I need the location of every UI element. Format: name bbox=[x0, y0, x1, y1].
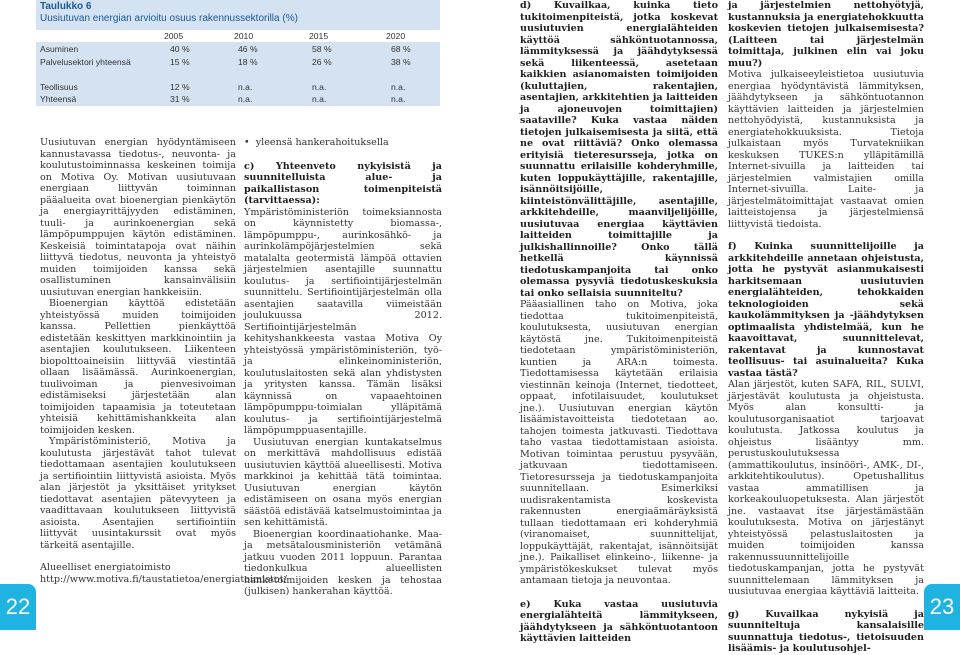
table-cell: 58 % bbox=[312, 44, 332, 54]
table-title: Uusiutuvan energian arvioitu osuus rakennussektorilla (%) bbox=[40, 13, 298, 24]
paragraph: Uusiutuvan energian kuntakatselmus on merkittävä mahdollisuus edistää uusiutuvien käyttöä alueellisesti. Motiva markkinoi ja kehittää tätä toimintaa. Uusiutuvan energian käytön edistämiseen on osana myös energian säästöä edistävää katselmustoimintaa ja sen kehittämistä. bbox=[244, 436, 442, 528]
bullet-item bbox=[244, 137, 442, 149]
table-cell: Palvelusektori yhteensä bbox=[40, 57, 131, 67]
table-cell: 46 % bbox=[238, 44, 258, 54]
text-column-1 bbox=[40, 137, 287, 585]
question-heading: c) Yhteenveto nykyisistä ja suunnitelluista alue- ja paikallistason toimenpiteistä (tarvittaessa): bbox=[244, 160, 442, 206]
paragraph: Ympäristöministeriön toimeksiannosta on käynnistetty biomassa-, lämpöpumppu-, aurinkosähkö- ja aurinkolämpöjärjestelmien sekä matalalta geotermistä lämpöä ottavien järjestelmien asentajille suunnattu koulutus- ja sertifiointijärjestelmän suunnittelu. Sertifiointijärjestelmän olla asentajien saatavilla viimeistään joulukuussa 2012. Sertifiointijärjestelmän kehityshankkeesta vastaa Motiva Oy yhteistyössä ympäristöministeriön, työ- ja elinkeinoministeriön, koulutuslaitosten sekä alan yhdistysten ja yritysten kanssa. Tämän lisäksi käynnissä on vapaaehtoinen lämpöpumppu-toimialan ylläpitämä koulutus- ja sertifiointijärjestelmä lämpöpumppuasentajille. bbox=[244, 206, 442, 436]
table-cell: Teollisuus bbox=[40, 82, 78, 92]
table-cell: n.a. bbox=[391, 82, 406, 92]
table-cell: Yhteensä bbox=[40, 94, 77, 104]
question-heading: e) Kuka vastaa uusiutuvia energialähteitä lämmitykseen, jäähdytykseen ja sähköntuotantoon käyttävien laitteiden bbox=[520, 598, 718, 644]
paragraph: Uusiutuvan energian hyödyntämiseen kannustavassa tiedotus-, neuvonta- ja koulutustoiminnassa keskeinen toimija on Motiva Oy. Motivan uusiutuvaan energiaan liittyvän toiminnan pääalueita ovat bioenergian pienkäytön ja energiayrittäjyyden edistäminen, tuuli- ja aurinkoenergian sekä lämpöpumppujen käytön edistäminen. Keskeisiä toimintatapoja ovat näihin liittyvä tiedotus, neuvonta ja yhteistyö muiden toimijoiden kanssa sekä osallistuminen kansainvälisiin uusiutuvan energian hankkeisiin. bbox=[40, 137, 236, 298]
table-header-row bbox=[36, 30, 440, 42]
table-cell: n.a. bbox=[312, 94, 327, 104]
paragraph: Bioenergian koordinaatiohanke. Maa- ja metsätalousministeriön vetämänä jatkuu vuoden 2011 loppuun. Parantaa tiedonkulkua alueellisten hanketoimijoiden kesken ja tehostaa (julkisen) hankerahan käyttöä. bbox=[244, 528, 442, 597]
paragraph: Motiva julkaiseeyleistietoa uusiutuvia energiaa hyödyntävistä lämmityksen, jäähdytykseen ja sähköntuotannon käyttävien laitteiden ja järjestelmien nettohyödyistä, kustannuksista ja energiatehokkuuksista. Tietoja julkaistaan myös Turvatekniikan keskuksen TUKES:n ylläpitämillä Internet-sivuilla ja laitteiden tai järjestelmien valmistajien omilla Internet-sivuilla. Laite- ja järjestelmätoimittajat vastaavat omien laitteistojensa ja järjestelmiensä liittyvistä tiedoista. bbox=[728, 69, 924, 230]
paragraph: Pääasiallinen taho on Motiva, joka tiedottaa tukitoimenpiteistä, koulutuksesta, uusiutuvan energian käytöstä jne. Tukitoimenpiteistä tiedotetaan ympäristöministeriön, kuntien ja ARA:n toimesta. Tiedottamisessa käytetään erilaisia viestinnän keinoja (Internet, tiedotteet, oppaat, infotilaisuudet, koulutukset jne.). Uusiutuvan energian käytön lisäämistavoitteista tiedotetaan ao. tahojen toimesta jatkuvasti. Tiedottava taho vastaa tiedottamistaan asioista. Motivan toimintaa perustuu pysyvään, jatkuvaan tiedottamiseen. Tietoresursseja ja tiedotuskampanjoita suunnitellaan. Esimerkiksi uudisrakentamista koskevista rakennusten energiaämäräyksistä tullaan tiedottamaan eri kohderyhmiä (viranomaiset, suunnittelijat, loppukäyttäjät, rakentajat, isännöitsijät jne.). Paikalliset elinkeino-, liikenne- ja ympäristökeskukset tulevat myös antamaan tietoja ja neuvontaa. bbox=[520, 299, 718, 586]
table-cell: n.a. bbox=[391, 94, 406, 104]
table-cell: 15 % bbox=[170, 57, 190, 67]
page-number-left: 22 bbox=[0, 584, 36, 630]
bullet-text: yleensä hankerahoituksella bbox=[255, 137, 389, 148]
table-cell: n.a. bbox=[312, 82, 327, 92]
table-cell: 26 % bbox=[312, 57, 332, 67]
table-cell: 18 % bbox=[238, 57, 258, 67]
table-cell: n.a. bbox=[238, 82, 253, 92]
table-cell: 40 % bbox=[170, 44, 190, 54]
link-text[interactable]: Alueelliset energiatoimisto http://www.motiva.fi/taustatietoa/energiatoimistot/ bbox=[40, 562, 287, 585]
table-cell: n.a. bbox=[238, 94, 253, 104]
table-cell: 38 % bbox=[391, 57, 411, 67]
table-6 bbox=[36, 0, 440, 106]
table-cell: 12 % bbox=[170, 82, 190, 92]
table-header-cell: 2015 bbox=[309, 31, 329, 41]
table-header-cell: 2005 bbox=[164, 31, 184, 41]
question-heading: f) Kuinka suunnittelijoille ja arkkitehdeille annetaan ohjeistusta, jotta he pystyvät asianmukaisesti harkitsemaan uusiutuvien energialähteiden, tehokkaiden teknologioiden sekä kaukolämmityksen ja -jäähdytyksen optimaalista yhdistelmää, kun he kaavoittavat, suunnittelevat, rakentavat ja kunnostavat teollisuus- tai asuinalueita? Kuka vastaa tästä? bbox=[728, 241, 924, 379]
paragraph: Alan järjestöt, kuten SAFA, RIL, SULVI, järjestävät koulutusta ja ohjeistusta. Myös alan konsultti- ja koulutusorganisaatiot tarjoavat koulutusta. Jatkossa koulutus ja ohjeistus lisääntyy mm. perustuskoulutuksessa (ammattikoulutus, insinööri-, AMK-, DI-, arkkitehtikoulutus). Opetushallitus vastaa ammatillisen ja korkeakouluopetuksesta. Alan järjestöt jne. vastaavat itse järjestämästään koulutuksesta. Motiva on järjestänyt yhteistyössä pelastuslaitosten ja muiden toimijoiden kanssa rakennussuunnittelijoille tiedotuskampanjan, jotta he pystyvät suunnittelemaan lämmityksen ja uusiutuvaa energiaa käyttäviä laitteita. bbox=[728, 379, 924, 597]
table-header-cell: 2020 bbox=[386, 31, 406, 41]
question-heading: d) Kuvailkaa, kuinka tieto tukitoimenpiteistä, jotka koskevat uusiutuvien energialähteiden käyttöä sähköntuotannossa, lämmityksessä ja jäähdytyksessä sekä liikenteessä, asetetaan kaikkien asianomaisten toimijoiden (kuluttajien, rakentajien, asentajien, arkkitehtien ja laitteiden ja ajoneuvojen toimittajien) saataville? Kuka vastaa näiden tietojen julkaisemisesta ja siitä, että ne ovat riittäviä? Onko olemassa erityisiä tieteresursseja, jotka on suunnattu erilaisille kohderyhmille, kuten loppukäyttäjille, rakentajille, isännöitsijöille, kiinteistönvälittäjille, asentajille, arkkitehdeille, maanviljelijöille, uusiutuvaa energiaa käyttävien laitteiden toimittajille ja julkishallinnoille? Onko tällä hetkellä käynnissä tiedotuskampanjoita tai onko olemassa pysyviä tiedotuskeskuksia tai onko sellaisia suunniteltu? bbox=[520, 0, 718, 299]
table-cell: 68 % bbox=[391, 44, 411, 54]
page-number-right: 23 bbox=[924, 584, 960, 630]
table-cell: Asuminen bbox=[40, 44, 79, 54]
bullet-icon: • bbox=[244, 137, 256, 148]
text-column-4 bbox=[728, 0, 924, 655]
table-header-cell: 2010 bbox=[234, 31, 254, 41]
table-label: Taulukko 6 bbox=[40, 1, 92, 12]
paragraph: Bioenergian käyttöä edistetään yhteistyössä muiden toimijoiden kanssa. Pellettien pienkäyttöä edistetään keskittyen markkinointiin ja asentajien koulutukseen. Liikenteen biopolttoaineisiin liittyvää viestintää ollaan lisäämässä. Aurinkoenergian, tuulivoiman ja pienvesivoiman edistämiseksi järjestetään alan toimijoiden tapaamisia ja toteutetaan yhteisiä kehittämishankkeita alan toimijoiden kesken. bbox=[40, 298, 236, 436]
text-column-2 bbox=[244, 137, 442, 598]
table-cell: 31 % bbox=[170, 94, 190, 104]
paragraph: Ympäristöministeriö, Motiva ja koulutusta järjestävät tahot tulevat tiedottamaan asentajien koulutukseen ja sertifiointiin liittyvistä asioista. Myös alan järjestöt ja yksittäiset yritykset tiedottavat asentajien pätevyyteen ja vaadittavaan koulutukseen liittyvistä asioista. Asentajien sertifiointiin liittyvät uusintakurssit ovat myös tärkeitä asentajille. bbox=[40, 436, 236, 551]
text-column-3 bbox=[520, 0, 718, 645]
question-heading: ja järjestelmien nettohyötyjä, kustannuksia ja energiatehokkuutta koskevien tietojen julkaisemisesta? (Laitteen tai järjestelmän toimittaja, julkinen elin vai joku muu?) bbox=[728, 0, 924, 69]
question-heading: g) Kuvailkaa nykyisiä ja suunniteltuja kansalaisille suunnattuja tiedotus-, tietoisuuden lisäämis- ja koulutusohjel- bbox=[728, 608, 924, 654]
